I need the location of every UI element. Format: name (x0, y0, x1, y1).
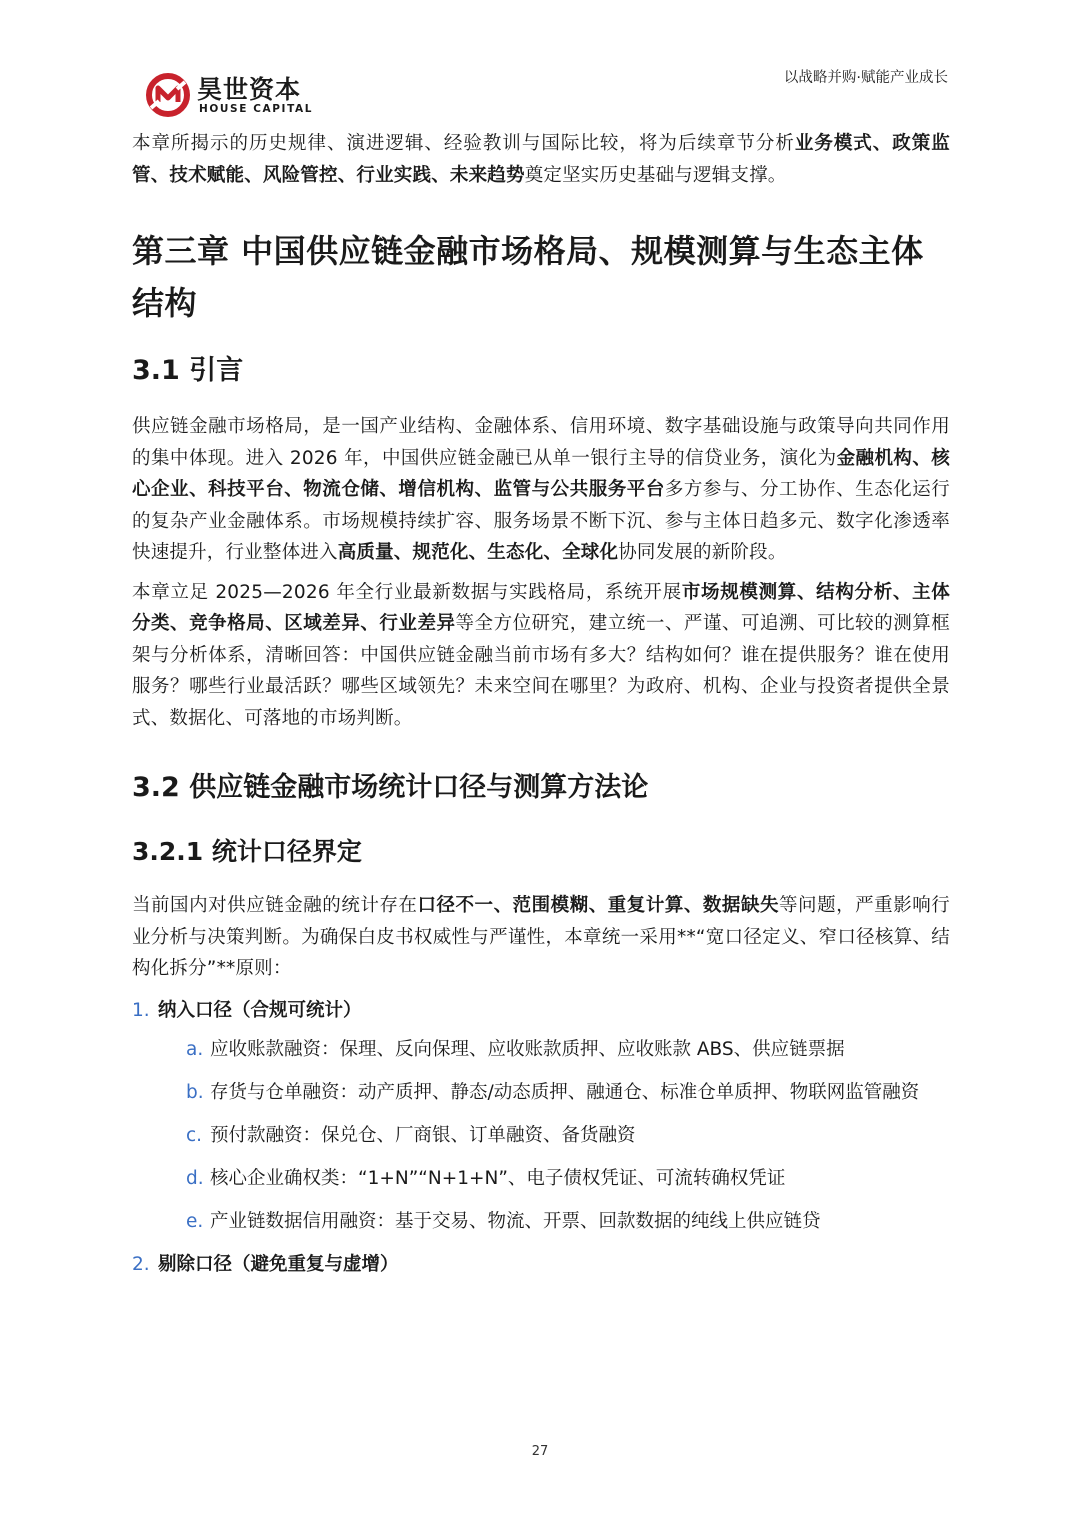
s31-p1-text-1: 供应链金融市场格局，是一国产业结构、金融体系、信用环境、数字基础设施与政策导向共同作用的集中体现。进入 2026 年，中国供应链金融已从单一银行主导的信贷业务，演化为 (132, 416, 950, 469)
s31-p2-text-1: 本章立足 2025—2026 年全行业最新数据与实践格局，系统开展 (132, 581, 682, 603)
section-3-1-heading: 3.1 引言 (132, 355, 244, 386)
logo-chinese-name: 昊世资本 (197, 75, 302, 104)
section-3-2-heading: 3.2 供应链金融市场统计口径与测算方法论 (132, 772, 649, 803)
intro-paragraph (132, 128, 950, 191)
intro-text-1: 本章所揭示的历史规律、演进逻辑、经验教训与国际比较，将为后续章节分析 (132, 133, 795, 154)
sub-list (158, 1034, 950, 1237)
page-number: 27 (531, 1444, 549, 1459)
sub-list-letter: a. (186, 1038, 204, 1060)
s321-bold-1: 口径不一、范围模糊、重复计算、数据缺失 (417, 895, 780, 916)
page-body (132, 128, 950, 1280)
sub-list-text: 预付款融资：保兑仓、厂商银、订单融资、备货融资 (210, 1124, 636, 1146)
list-item-title: 纳入口径（合规可统计） (158, 999, 362, 1021)
sub-list-item (172, 1120, 950, 1151)
list-item (132, 995, 950, 1237)
section-3-2-1-heading: 3.2.1 统计口径界定 (132, 837, 362, 866)
house-capital-logo (145, 72, 315, 120)
sub-list-item (172, 1163, 950, 1194)
sub-list-item (172, 1034, 950, 1065)
chapter-title: 第三章 中国供应链金融市场格局、规模测算与生态主体结构 (132, 232, 924, 322)
logo-mark-icon (145, 72, 191, 118)
section-3-1-paragraph-2 (132, 577, 950, 735)
intro-bold-1: 业务模式、政策监管、技术赋能、风险管控、行业实践、未来趋势 (132, 133, 950, 186)
s31-p1-bold-1: 金融机构、核心企业、科技平台、物流仓储、增信机构、监管与公共服务平台 (132, 447, 950, 500)
sub-list-text: 应收账款融资：保理、反向保理、应收账款质押、应收账款 ABS、供应链票据 (210, 1038, 845, 1060)
list-number: 1. (132, 999, 150, 1021)
sub-list-text: 核心企业确权类：“1+N”“N+1+N”、电子债权凭证、可流转确权凭证 (210, 1167, 786, 1189)
sub-list-item (172, 1206, 950, 1237)
s31-p2-bold-1: 市场规模测算、结构分析、主体分类、竞争格局、区域差异、行业差异 (132, 581, 950, 634)
header-tagline: 以战略并购·赋能产业成长 (783, 70, 948, 86)
sub-list-letter: e. (186, 1210, 204, 1232)
s31-p1-bold-2: 高质量、规范化、生态化、全球化 (337, 542, 619, 563)
s31-p2-text-2: 等全方位研究，建立统一、严谨、可追溯、可比较的测算框架与分析体系，清晰回答：中国供应链金融当前市场有多大？结构如何？谁在提供服务？谁在使用服务？哪些行业最活跃？哪些区域领先？未来空间在哪里？为政府、机构、企业与投资者提供全景式、数据化、可落地的市场判断。 (132, 613, 951, 729)
sub-list-letter: b. (186, 1081, 204, 1103)
list-item-title: 剔除口径（避免重复与虚增） (158, 1253, 399, 1275)
list-number: 2. (132, 1253, 150, 1275)
sub-list-item (172, 1077, 950, 1108)
sub-list-text: 产业链数据信用融资：基于交易、物流、开票、回款数据的纯线上供应链贷 (210, 1210, 821, 1232)
s31-p1-text-3: 协同发展的新阶段。 (618, 542, 787, 563)
intro-text-2: 奠定坚实历史基础与逻辑支撑。 (524, 164, 787, 186)
scope-list (132, 995, 950, 1280)
logo-english-name: HOUSE CAPITAL (199, 103, 314, 115)
sub-list-letter: d. (186, 1167, 204, 1189)
sub-list-letter: c. (186, 1124, 203, 1146)
s321-text-2: 等问题，严重影响行业分析与决策判断。为确保白皮书权威性与严谨性，本章统一采用**“宽口径定义、窄口径核算、结构化拆分”**原则： (132, 895, 950, 979)
page-header (0, 0, 1080, 130)
list-item (132, 1249, 950, 1280)
section-3-2-1-paragraph (132, 890, 950, 985)
sub-list-text: 存货与仓单融资：动产质押、静态/动态质押、融通仓、标准仓单质押、物联网监管融资 (210, 1081, 920, 1103)
section-3-1-paragraph-1 (132, 411, 950, 569)
s321-text-1: 当前国内对供应链金融的统计存在 (132, 895, 418, 916)
s31-p1-text-2: 多方参与、分工协作、生态化运行的复杂产业金融体系。市场规模持续扩容、服务场景不断下沉、参与主体日趋多元、数字化渗透率快速提升，行业整体进入 (132, 479, 950, 563)
